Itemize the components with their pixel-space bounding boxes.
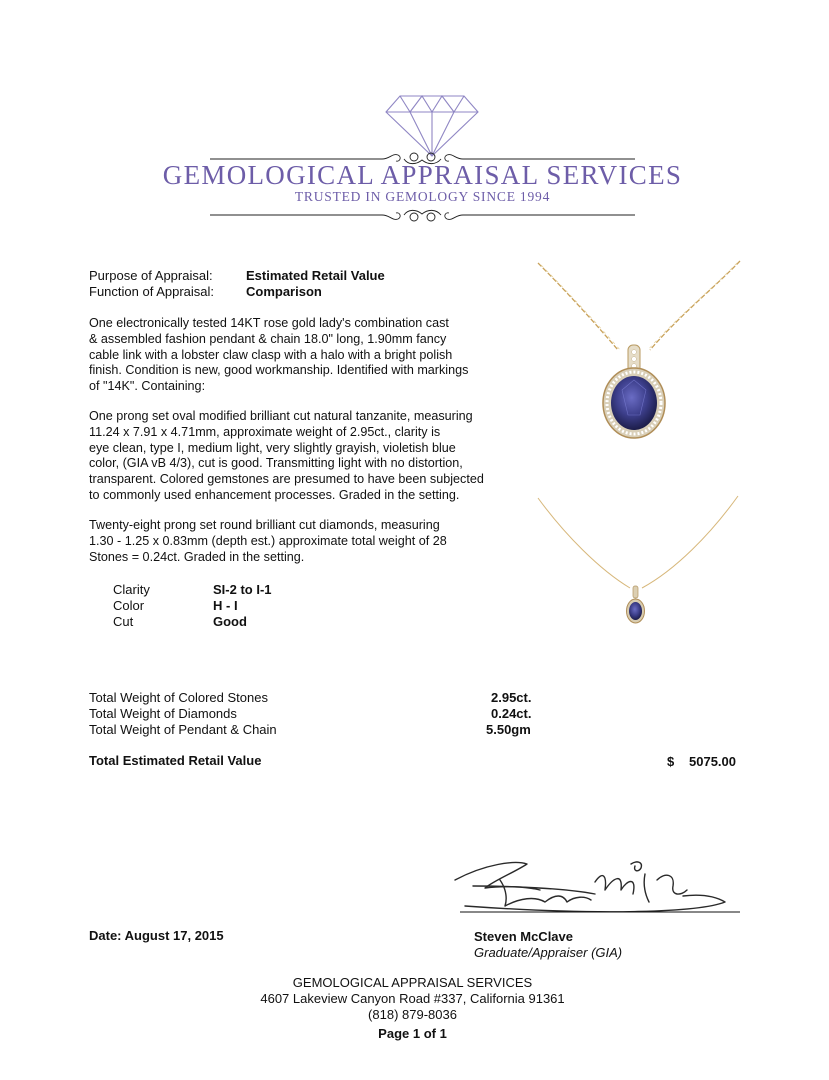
total-value-pendant-chain: 5.50gm — [486, 722, 531, 737]
total-label-pendant-chain: Total Weight of Pendant & Chain — [89, 722, 277, 737]
grade-label-cut: Cut — [113, 614, 134, 629]
function-label: Function of Appraisal: — [89, 284, 215, 299]
purpose-value: Estimated Retail Value — [246, 268, 385, 283]
grade-value-cut: Good — [213, 614, 247, 629]
description-line: finish. Condition is new, good workmanship. Identified with markings — [89, 363, 469, 378]
description-line: of "14K". Containing: — [89, 379, 206, 394]
description-paragraph-1 — [89, 316, 514, 395]
description-line: Twenty-eight prong set round brilliant cut diamonds, measuring — [89, 518, 440, 532]
retail-value-label: Total Estimated Retail Value — [89, 753, 262, 768]
description-line: cable link with a lobster claw clasp with a halo with a bright polish — [89, 347, 453, 362]
description-line: color, (GIA vB 4/3), cut is good. Transmitting light with no distortion, — [89, 456, 463, 471]
footer-address: 4607 Lakeview Canyon Road #337, California 91361 — [260, 991, 565, 1006]
description-line: 1.30 - 1.25 x 0.83mm (depth est.) approximate total weight of 28 — [89, 533, 447, 548]
page-indicator: Page 1 of 1 — [378, 1026, 447, 1041]
ornament-rule-bottom — [210, 204, 635, 228]
grade-value-color: H - I — [213, 598, 238, 613]
total-value-colored-stones: 2.95ct. — [491, 690, 532, 705]
diamond-logo-icon — [384, 90, 480, 158]
description-paragraph-3 — [89, 518, 514, 565]
pendant-closeup-photo — [530, 255, 745, 445]
description-paragraph-2 — [89, 409, 514, 504]
description-line: Stones = 0.24ct. Graded in the setting. — [89, 549, 305, 564]
company-title: GEMOLOGICAL APPRAISAL SERVICES — [162, 160, 683, 190]
total-label-colored-stones: Total Weight of Colored Stones — [89, 690, 268, 705]
appraisal-date: Date: August 17, 2015 — [89, 928, 224, 943]
description-line: eye clean, type I, medium light, very slightly grayish, violetish blue — [89, 440, 456, 455]
necklace-full-photo — [530, 490, 745, 650]
function-value: Comparison — [246, 284, 322, 299]
description-line: 11.24 x 7.91 x 4.71mm, approximate weight of 2.95ct., clarity is — [89, 424, 441, 439]
footer-phone: (818) 879-8036 — [368, 1007, 457, 1022]
description-line: & assembled fashion pendant & chain 18.0" long, 1.90mm fancy — [89, 331, 447, 346]
appraiser-name: Steven McClave — [474, 929, 573, 944]
total-value-diamonds: 0.24ct. — [491, 706, 532, 721]
footer-company: GEMOLOGICAL APPRAISAL SERVICES — [292, 975, 533, 990]
retail-amount: 5075.00 — [689, 754, 736, 769]
company-tagline: TRUSTED IN GEMOLOGY SINCE 1994 — [294, 189, 551, 204]
appraiser-title: Graduate/Appraiser (GIA) — [474, 945, 623, 960]
grade-value-clarity: SI-2 to I-1 — [213, 582, 272, 597]
purpose-label: Purpose of Appraisal: — [89, 268, 213, 283]
description-line: One electronically tested 14KT rose gold lady's combination cast — [89, 316, 449, 330]
description-line: transparent. Colored gemstones are presumed to have been subjected — [89, 472, 484, 487]
handwritten-signature — [445, 850, 750, 925]
total-label-diamonds: Total Weight of Diamonds — [89, 706, 237, 721]
grade-label-color: Color — [113, 598, 145, 613]
description-line: One prong set oval modified brilliant cut natural tanzanite, measuring — [89, 409, 473, 423]
grade-label-clarity: Clarity — [113, 582, 150, 597]
description-line: to commonly used enhancement processes. Graded in the setting. — [89, 487, 460, 502]
retail-currency: $ — [667, 754, 675, 769]
